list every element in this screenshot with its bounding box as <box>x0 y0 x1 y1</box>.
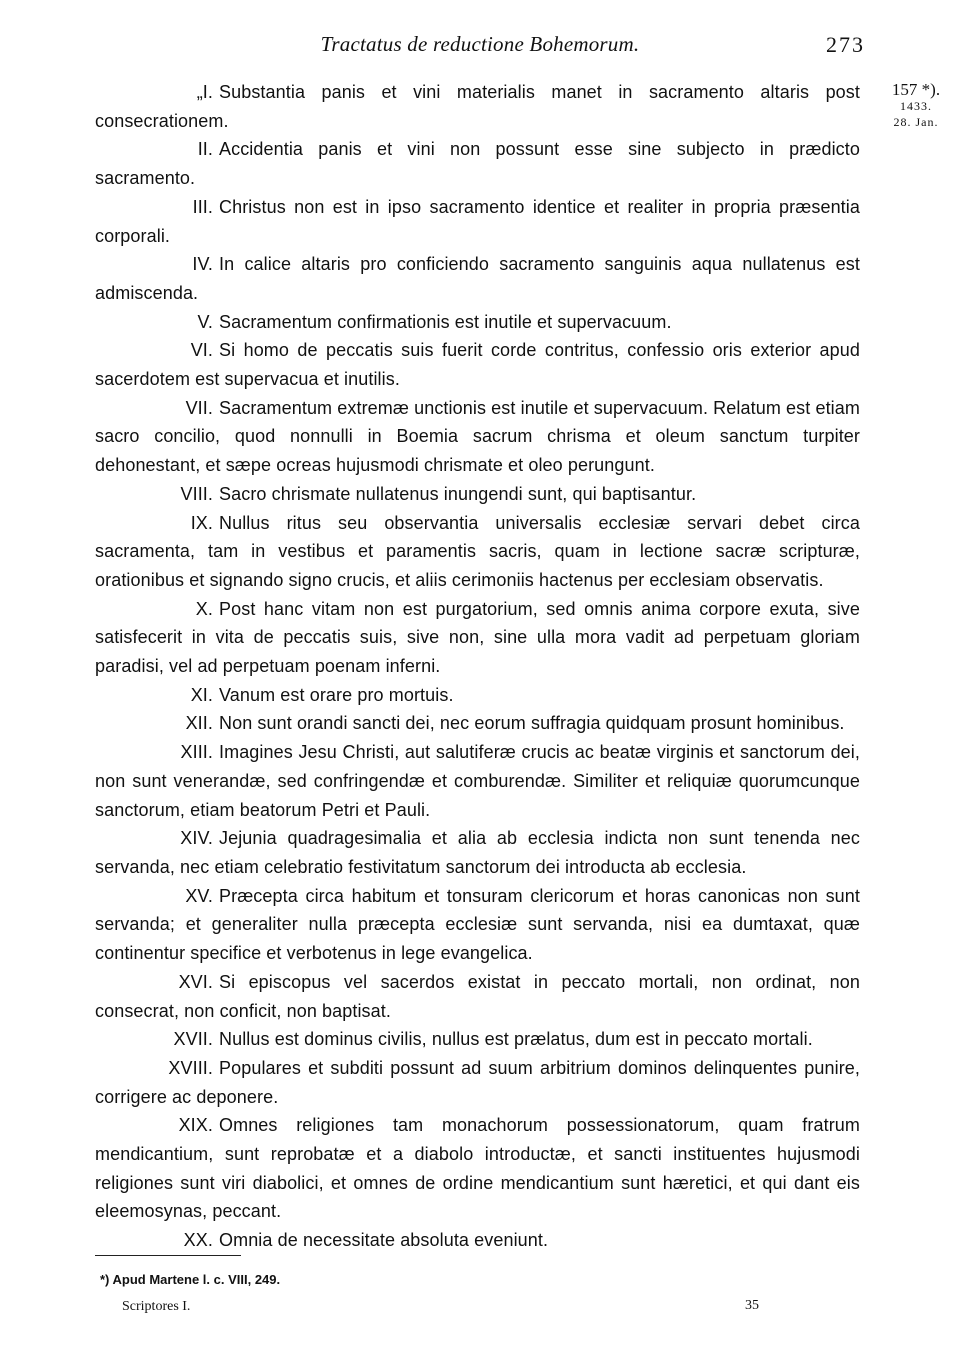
article-text: Vanum est orare pro mortuis. <box>219 684 454 705</box>
article-numeral: IX. <box>190 512 213 533</box>
signature-number: 35 <box>745 1298 759 1313</box>
article-numeral: VI. <box>190 340 213 361</box>
article-numeral: X. <box>195 598 213 619</box>
article-paragraph <box>95 250 860 307</box>
article-paragraph <box>95 1111 860 1226</box>
margin-date: 28. Jan. <box>893 115 939 130</box>
article-text: Omnes religiones tam monachorum possessionatorum, quam fratrum mendicantium, sunt reprobatæ et a diabolo introductæ, et sancti instituentes hujusmodi religiones sunt viri diabolici, et omnes de ordine mendicantium sunt hæretici, et qui dant eis eleemosynas, peccant. <box>95 1115 860 1222</box>
article-paragraph <box>95 738 860 824</box>
article-paragraph <box>95 1226 860 1255</box>
article-paragraph <box>95 882 860 968</box>
article-text: Post hanc vitam non est purgatorium, sed omnis anima corpore exuta, sive satisfecerit in vita de peccatis suis, sive non, sine ulla mora vadit ad perpetuam gloriam paradisi, vel ad perpetuam poenam inferni. <box>95 598 860 677</box>
running-title: Tractatus de reductione Bohemorum. <box>320 32 640 56</box>
article-text: Christus non est in ipso sacramento identice et realiter in propria præsentia corporali. <box>95 196 860 246</box>
article-numeral: „I. <box>196 82 213 102</box>
article-text: Si homo de peccatis suis fuerit corde contritus, confessio oris exterior apud sacerdotem est supervacua et inutilis. <box>95 340 860 390</box>
article-paragraph <box>95 480 860 509</box>
article-text: Jejunia quadragesimalia et alia ab ecclesia indicta non sunt tenenda nec servanda, nec etiam celebratio festivitatum sanctorum dei introducta ab ecclesia. <box>95 828 860 877</box>
article-paragraph <box>95 681 860 710</box>
article-numeral: VIII. <box>180 483 213 504</box>
article-paragraph <box>95 394 860 480</box>
article-paragraph <box>95 1025 860 1054</box>
article-numeral: XX. <box>183 1230 213 1251</box>
article-numeral: XIII. <box>180 742 213 763</box>
article-paragraph <box>95 1054 860 1111</box>
page-number: 273 <box>826 32 865 57</box>
article-numeral: VII. <box>185 397 213 418</box>
article-paragraph <box>95 509 860 595</box>
article-numeral: V. <box>197 311 213 332</box>
article-text: Si episcopus vel sacerdos existat in peccato mortali, non ordinat, non consecrat, non conficit, non baptisat. <box>95 971 860 1021</box>
article-text: Sacramentum confirmationis est inutile et supervacuum. <box>219 311 672 332</box>
article-paragraph <box>95 78 860 135</box>
page-header <box>95 32 865 66</box>
article-text: Substantia panis et vini materialis manet in sacramento altaris post consecrationem. <box>95 82 860 131</box>
article-numeral: II. <box>197 139 213 160</box>
article-text: Præcepta circa habitum et tonsuram clericorum et horas canonicas non sunt servanda; et generaliter nulla præcepta ecclesiæ sunt servanda, nisi ea dumtaxat, quæ continentur specifice et verbotenus in lege evangelica. <box>95 885 860 964</box>
article-paragraph <box>95 709 860 738</box>
article-paragraph <box>95 193 860 250</box>
footnote: *) Apud Martene l. c. VIII, 249. <box>100 1272 281 1287</box>
article-numeral: XII. <box>185 713 213 734</box>
article-text: In calice altaris pro conficiendo sacramento sanguinis aqua nullatenus est admiscenda. <box>95 254 860 303</box>
article-text: Nullus ritus seu observantia universalis ecclesiæ servari debet circa sacramenta, tam in vestibus et paramentis sacris, quam in lectione sacræ scripturæ, orationibus et signando signo crucis, et aliis cerimoniis hactenus per ecclesiam observatis. <box>95 512 860 590</box>
article-numeral: IV. <box>192 254 213 275</box>
article-numeral: XI. <box>190 684 213 705</box>
article-numeral: XVIII. <box>168 1057 213 1078</box>
margin-year: 1433. <box>900 98 932 113</box>
article-text: Sacramentum extremæ unctionis est inutile et supervacuum. Relatum est etiam sacro concilio, quod nonnulli in Boemia sacrum chrisma et oleum sanctum turpiter dehonestant, et sæpe ocreas hujusmodi chrismate et oleo perungunt. <box>95 397 860 476</box>
article-paragraph <box>95 336 860 393</box>
article-numeral: XIX. <box>178 1115 213 1136</box>
article-text: Populares et subditi possunt ad suum arbitrium dominos delinquentes punire, corrigere ac deponere. <box>95 1057 860 1107</box>
article-numeral: XVII. <box>173 1029 213 1050</box>
article-numeral: III. <box>192 196 213 217</box>
article-numeral: XVI. <box>178 971 213 992</box>
article-paragraph <box>95 595 860 681</box>
article-text: Non sunt orandi sancti dei, nec eorum suffragia quidquam prosunt hominibus. <box>219 713 845 734</box>
article-numeral: XV. <box>185 885 213 906</box>
printer-signature: Scriptores I. <box>122 1299 191 1314</box>
article-text: Omnia de necessitate absoluta eveniunt. <box>219 1230 549 1251</box>
article-numeral: XIV. <box>180 828 213 849</box>
article-paragraph <box>95 308 860 337</box>
article-paragraph <box>95 135 860 192</box>
margin-note <box>878 80 954 130</box>
footnote-divider <box>95 1255 241 1256</box>
article-paragraph <box>95 824 860 881</box>
article-text: Accidentia panis et vini non possunt esse sine subjecto in prædicto sacramento. <box>95 139 860 189</box>
article-text: Sacro chrismate nullatenus inungendi sunt, qui baptisantur. <box>219 483 697 504</box>
margin-document-number: 157 *). <box>891 80 941 99</box>
article-list <box>95 78 860 1255</box>
article-text: Imagines Jesu Christi, aut salutiferæ crucis ac beatæ virginis et sanctorum dei, non sunt venerandæ, sed confringendæ et comburendæ. Similiter et reliquiæ quorumcunque sanctorum, etiam beatorum Petri et Pauli. <box>95 742 860 820</box>
article-paragraph <box>95 968 860 1025</box>
article-text: Nullus est dominus civilis, nullus est prælatus, dum est in peccato mortali. <box>219 1029 813 1050</box>
